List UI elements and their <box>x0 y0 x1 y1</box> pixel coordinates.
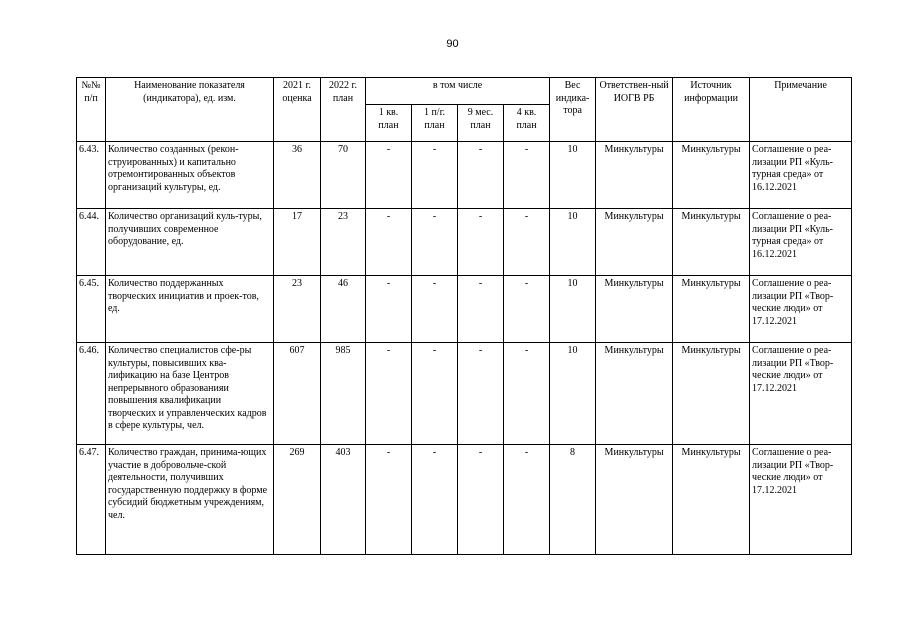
cell-q4: - <box>504 209 550 276</box>
header-q4: 4 кв. план <box>504 105 550 142</box>
cell-name: Количество специалистов сфе-ры культуры, повысивших ква-лификацию на базе Центров непрерывного образованияи повышения квалификации творческих и управленческих кадров в сфере культуры, чел. <box>106 343 274 445</box>
cell-2022: 46 <box>321 276 366 343</box>
cell-source: Минкультуры <box>673 343 750 445</box>
header-q1: 1 кв. план <box>366 105 412 142</box>
cell-weight: 10 <box>550 343 596 445</box>
header-note: Примечание <box>750 78 852 142</box>
header-num: №№ п/п <box>77 78 106 142</box>
page-number: 90 <box>446 38 459 50</box>
cell-q1: - <box>366 343 412 445</box>
cell-9m: - <box>458 445 504 555</box>
cell-responsible: Минкультуры <box>596 343 673 445</box>
table-row <box>77 209 852 276</box>
cell-num: 6.47. <box>77 445 106 555</box>
cell-note: Соглашение о реа-лизации РП «Куль-турная среда» от 16.12.2021 <box>750 142 852 209</box>
cell-2021: 17 <box>274 209 321 276</box>
cell-responsible: Минкультуры <box>596 142 673 209</box>
table-row <box>77 276 852 343</box>
cell-q1: - <box>366 209 412 276</box>
cell-9m: - <box>458 142 504 209</box>
cell-2022: 985 <box>321 343 366 445</box>
cell-q4: - <box>504 445 550 555</box>
cell-h1: - <box>412 343 458 445</box>
cell-h1: - <box>412 445 458 555</box>
cell-note: Соглашение о реа-лизации РП «Куль-турная среда» от 16.12.2021 <box>750 209 852 276</box>
cell-weight: 10 <box>550 209 596 276</box>
header-name: Наименование показателя (индикатора), ед. изм. <box>106 78 274 142</box>
cell-9m: - <box>458 209 504 276</box>
header-responsible: Ответствен-ный ИОГВ РБ <box>596 78 673 142</box>
table-row <box>77 142 852 209</box>
cell-q1: - <box>366 276 412 343</box>
cell-2022: 70 <box>321 142 366 209</box>
cell-q4: - <box>504 343 550 445</box>
cell-2021: 23 <box>274 276 321 343</box>
cell-name: Количество организаций куль-туры, получивших современное оборудование, ед. <box>106 209 274 276</box>
cell-note: Соглашение о реа-лизации РП «Твор-ческие люди» от 17.12.2021 <box>750 343 852 445</box>
cell-h1: - <box>412 209 458 276</box>
cell-note: Соглашение о реа-лизации РП «Твор-ческие люди» от 17.12.2021 <box>750 276 852 343</box>
cell-9m: - <box>458 343 504 445</box>
cell-num: 6.43. <box>77 142 106 209</box>
cell-name: Количество созданных (рекон-струированных) и капитально отремонтированных объектов организаций культуры, ед. <box>106 142 274 209</box>
header-9m: 9 мес. план <box>458 105 504 142</box>
cell-q1: - <box>366 445 412 555</box>
cell-note: Соглашение о реа-лизации РП «Твор-ческие люди» от 17.12.2021 <box>750 445 852 555</box>
cell-q1: - <box>366 142 412 209</box>
cell-2021: 269 <box>274 445 321 555</box>
cell-name: Количество поддержанных творческих инициатив и проек-тов, ед. <box>106 276 274 343</box>
cell-weight: 8 <box>550 445 596 555</box>
cell-num: 6.45. <box>77 276 106 343</box>
header-weight: Вес индика-тора <box>550 78 596 142</box>
cell-q4: - <box>504 142 550 209</box>
cell-q4: - <box>504 276 550 343</box>
cell-source: Минкультуры <box>673 276 750 343</box>
cell-h1: - <box>412 276 458 343</box>
cell-2021: 36 <box>274 142 321 209</box>
cell-source: Минкультуры <box>673 445 750 555</box>
cell-weight: 10 <box>550 142 596 209</box>
header-h1: 1 п/г. план <box>412 105 458 142</box>
cell-source: Минкультуры <box>673 209 750 276</box>
cell-weight: 10 <box>550 276 596 343</box>
table-row <box>77 343 852 445</box>
table-row <box>77 445 852 555</box>
cell-responsible: Минкультуры <box>596 276 673 343</box>
header-2021: 2021 г. оценка <box>274 78 321 142</box>
cell-2022: 403 <box>321 445 366 555</box>
cell-responsible: Минкультуры <box>596 209 673 276</box>
cell-num: 6.44. <box>77 209 106 276</box>
cell-2022: 23 <box>321 209 366 276</box>
cell-9m: - <box>458 276 504 343</box>
header-including: в том числе <box>366 78 550 105</box>
header-row-1 <box>77 78 852 105</box>
header-source: Источник информации <box>673 78 750 142</box>
indicators-table <box>76 77 852 555</box>
header-2022: 2022 г. план <box>321 78 366 142</box>
cell-responsible: Минкультуры <box>596 445 673 555</box>
cell-num: 6.46. <box>77 343 106 445</box>
cell-h1: - <box>412 142 458 209</box>
cell-source: Минкультуры <box>673 142 750 209</box>
cell-name: Количество граждан, принима-ющих участие в добровольче-ской деятельности, получивших государственную поддержку в форме субсидий бюджетным учреждениям, чел. <box>106 445 274 555</box>
cell-2021: 607 <box>274 343 321 445</box>
